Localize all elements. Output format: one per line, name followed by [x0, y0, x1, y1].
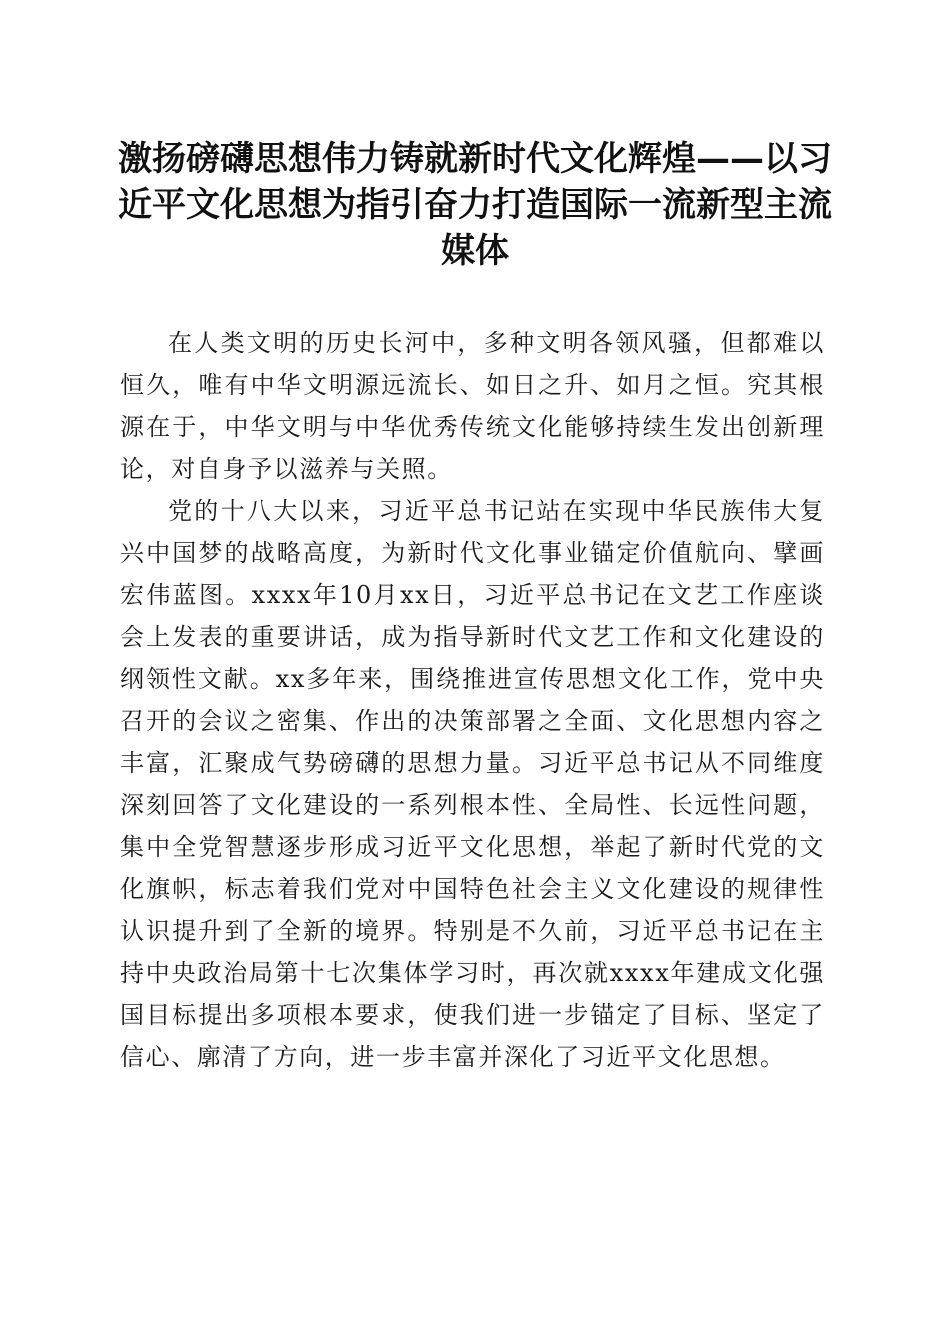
paragraph-1: 在人类文明的历史长河中，多种文明各领风骚，但都难以恒久，唯有中华文明源远流长、如日之升、如月之恒。究其根源在于，中华文明与中华优秀传统文化能够持续生发出创新理论，对自身予以滋养与关照。 [120, 329, 825, 483]
paragraph-2: 党的十八大以来，习近平总书记站在实现中华民族伟大复兴中国梦的战略高度，为新时代文化事业锚定价值航向、擘画宏伟蓝图。xxxx年10月xx日，习近平总书记在文艺工作座谈会上发表的重要讲话，成为指导新时代文艺工作和文化建设的纲领性文献。xx多年来，围绕推进宣传思想文化工作，党中央召开的会议之密集、作出的决策部署之全面、文化思想内容之丰富，汇聚成气势磅礴的思想力量。习近平总书记从不同维度深刻回答了文化建设的一系列根本性、全局性、长远性问题，集中全党智慧逐步形成习近平文化思想，举起了新时代党的文化旗帜，标志着我们党对中国特色社会主义文化建设的规律性认识提升到了全新的境界。特别是不久前，习近平总书记在主持中央政治局第十七次集体学习时，再次就xxxx年建成文化强国目标提出多项根本要求，使我们进一步锚定了目标、坚定了信心、廓清了方向，进一步丰富并深化了习近平文化思想。 [120, 497, 825, 1071]
document-title: 激扬磅礴思想伟力铸就新时代文化辉煌——以习近平文化思想为指引奋力打造国际一流新型主流媒体 [118, 139, 832, 271]
document-body [120, 322, 825, 1078]
